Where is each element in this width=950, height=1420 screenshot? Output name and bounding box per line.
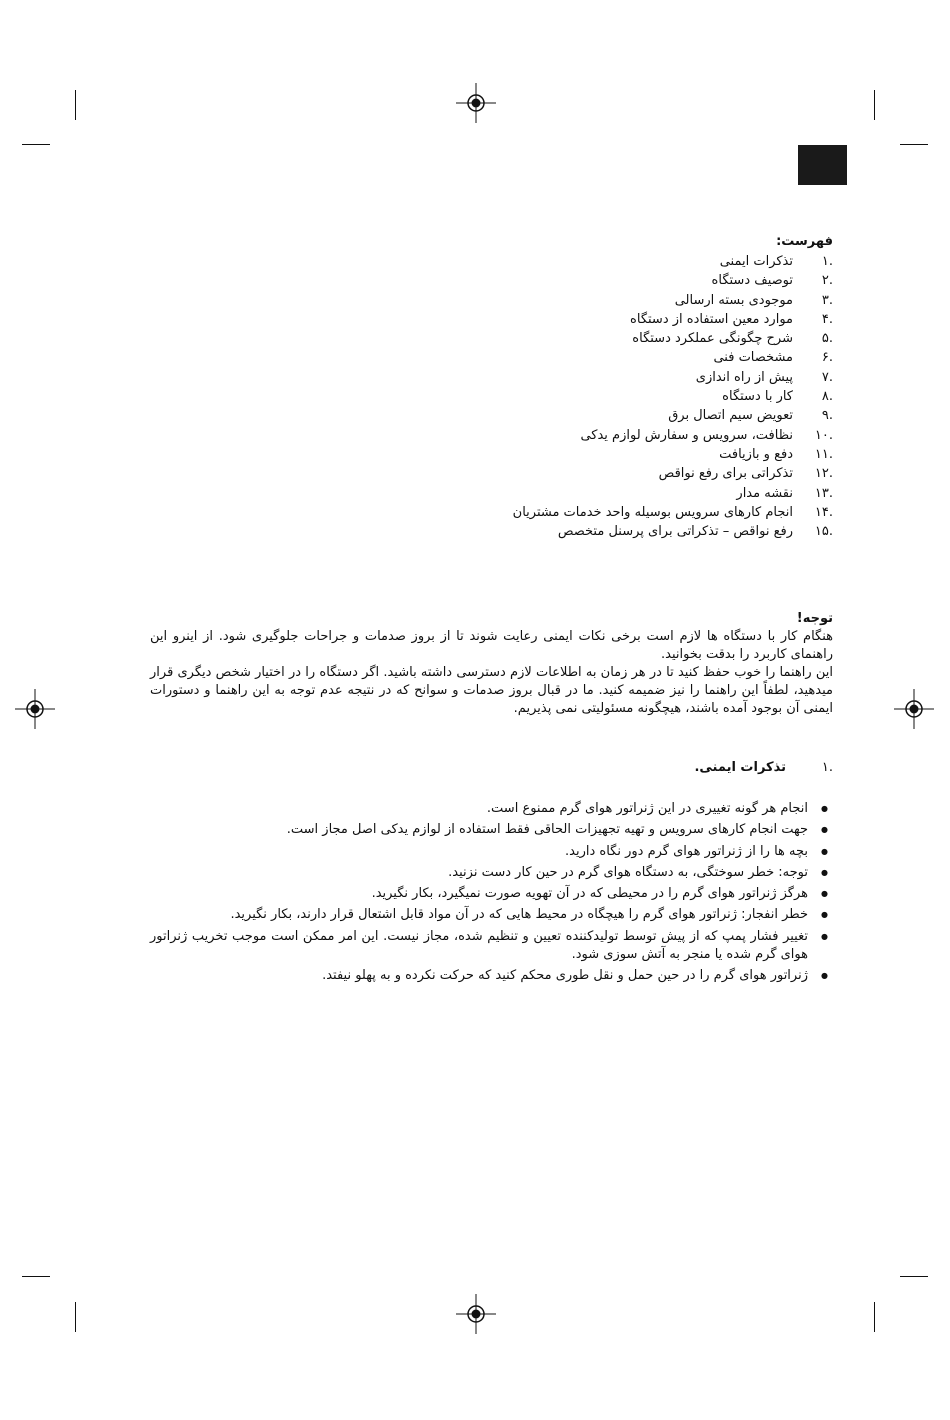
toc-item xyxy=(150,426,833,445)
toc-item-label: توصیف دستگاه xyxy=(711,273,793,289)
toc-item-number: .۱۰ xyxy=(814,427,833,443)
section-title: تذکرات ایمنی. xyxy=(694,760,786,775)
toc-item xyxy=(150,310,833,329)
crop-mark xyxy=(874,1302,875,1332)
list-item: ● هرگز ژنراتور هوای گرم را در محیطی که در آن تهویه صورت نمیگیرد، بکار نگیرید. xyxy=(150,885,833,903)
section-heading xyxy=(150,760,833,775)
toc-item-number: .۱ xyxy=(821,254,833,269)
crop-mark xyxy=(900,144,928,145)
notice-title: توجه! xyxy=(796,611,833,626)
toc-item-number: .۱۱ xyxy=(814,446,833,462)
toc-item-number: .۴ xyxy=(821,311,833,327)
crop-mark xyxy=(75,1302,76,1332)
toc-item-label: دفع و بازیافت xyxy=(719,446,793,462)
toc-item-label: انجام کارهای سرویس بوسیله واحد خدمات مشتریان xyxy=(512,504,793,520)
toc-item xyxy=(150,445,833,464)
toc-item-label: موارد معین استفاده از دستگاه xyxy=(630,311,793,327)
toc-item xyxy=(150,291,833,310)
toc-item-label: موجودی بسته ارسالی xyxy=(674,292,793,308)
toc-item xyxy=(150,522,833,541)
toc-item-label: نظافت، سرویس و سفارش لوازم یدکی xyxy=(580,427,793,443)
toc-item-number: .۹ xyxy=(821,408,833,424)
toc-title: فهرست: xyxy=(776,234,833,249)
toc-item xyxy=(150,348,833,367)
toc-item-number: .۳ xyxy=(821,292,833,308)
crop-mark xyxy=(75,90,76,120)
crop-mark xyxy=(22,144,50,145)
registration-mark-icon xyxy=(456,1294,496,1334)
list-item: ● توجه: خطر سوختگی، به دستگاه هوای گرم در حین کار دست نزنید. xyxy=(150,864,833,882)
toc-item xyxy=(150,464,833,483)
notice-paragraph: هنگام کار با دستگاه ها لازم است برخی نکات ایمنی رعایت شوند تا از بروز صدمات و جراحات جلوگیری شود. از اینرو این راهنمای کاربرد را بدقت بخوانید. xyxy=(150,629,833,662)
registration-mark-icon xyxy=(894,689,934,729)
notice-block xyxy=(150,610,833,718)
crop-mark xyxy=(874,90,875,120)
toc-item-number: .۸ xyxy=(821,389,833,405)
toc-item-number: .۵ xyxy=(821,331,833,347)
notice-paragraph: این راهنما را خوب حفظ کنید تا در هر زمان به اطلاعات لازم دسترسی داشته باشید. اگر دستگاه را در اختیار شخص دیگری قرار میدهید، لطفاً این راهنما را نیز ضمیمه کنید. ما در قبال بروز صدمات و سوانح که در نتیجه عدم توجه به این راهنما و دستورات ایمنی آن بوجود آمده باشند، هیچگونه مسئولیتی نمی پذیریم. xyxy=(150,665,833,716)
toc-item-number: .۷ xyxy=(821,369,833,385)
toc-item-label: تعویض سیم اتصال برق xyxy=(668,408,793,424)
toc-item-label: نقشه مدار xyxy=(736,485,793,501)
registration-mark-icon xyxy=(15,689,55,729)
toc-item xyxy=(150,368,833,387)
toc-item-label: رفع نواقص – تذکراتی برای پرسنل متخصص xyxy=(557,524,793,540)
toc-item-number: .۲ xyxy=(821,273,833,289)
toc-item-label: پیش از راه اندازی xyxy=(695,369,793,385)
list-item: ● تغییر فشار پمپ که از پیش توسط تولیدکننده تعیین و تنظیم شده، مجاز نیست. این امر ممکن است موجب تخریب ژنراتور هوای گرم شده یا منجر به آتش سوزی شود. xyxy=(150,928,833,964)
toc-item-label: شرح چگونگی عملکرد دستگاه xyxy=(632,331,793,347)
list-item: ● جهت انجام کارهای سرویس و تهیه تجهیزات الحاقی فقط استفاده از لوازم یدکی اصل مجاز است. xyxy=(150,821,833,839)
toc-item xyxy=(150,503,833,522)
crop-mark xyxy=(900,1276,928,1277)
language-tab-block xyxy=(798,145,847,185)
toc-item-number: .۱۴ xyxy=(814,504,833,520)
toc-item xyxy=(150,406,833,425)
toc-item xyxy=(150,329,833,348)
toc-item-number: .۱۵ xyxy=(814,524,833,540)
toc-item-number: .۱۳ xyxy=(814,485,833,501)
toc-item xyxy=(150,484,833,503)
toc-item-label: تذکراتی برای رفع نواقص xyxy=(658,466,793,482)
toc-item-number: .۱۲ xyxy=(814,466,833,482)
registration-mark-icon xyxy=(456,83,496,123)
safety-bullet-list xyxy=(150,800,833,988)
list-item: ● ژنراتور هوای گرم را در حین حمل و نقل طوری محکم کنید که حرکت نکرده و به پهلو نیفتد. xyxy=(150,967,833,985)
list-item: ● انجام هر گونه تغییری در این ژنراتور هوای گرم ممنوع است. xyxy=(150,800,833,818)
toc-list xyxy=(150,252,833,541)
toc-item-label: مشخصات فنی xyxy=(713,350,793,366)
toc-item xyxy=(150,271,833,290)
toc-item-label: تذکرات ایمنی xyxy=(719,254,793,269)
section-number: .۱ xyxy=(821,760,833,775)
list-item: ● بچه ها را از ژنراتور هوای گرم دور نگاه دارید. xyxy=(150,843,833,861)
list-item: ● خطر انفجار: ژنراتور هوای گرم را هیچگاه در محیط هایی که در آن مواد قابل اشتعال قرار دارند، بکار نگیرید. xyxy=(150,906,833,924)
toc-item xyxy=(150,387,833,406)
toc-item-label: کار با دستگاه xyxy=(722,389,793,405)
toc-item-number: .۶ xyxy=(821,350,833,366)
toc-item xyxy=(150,252,833,271)
crop-mark xyxy=(22,1276,50,1277)
